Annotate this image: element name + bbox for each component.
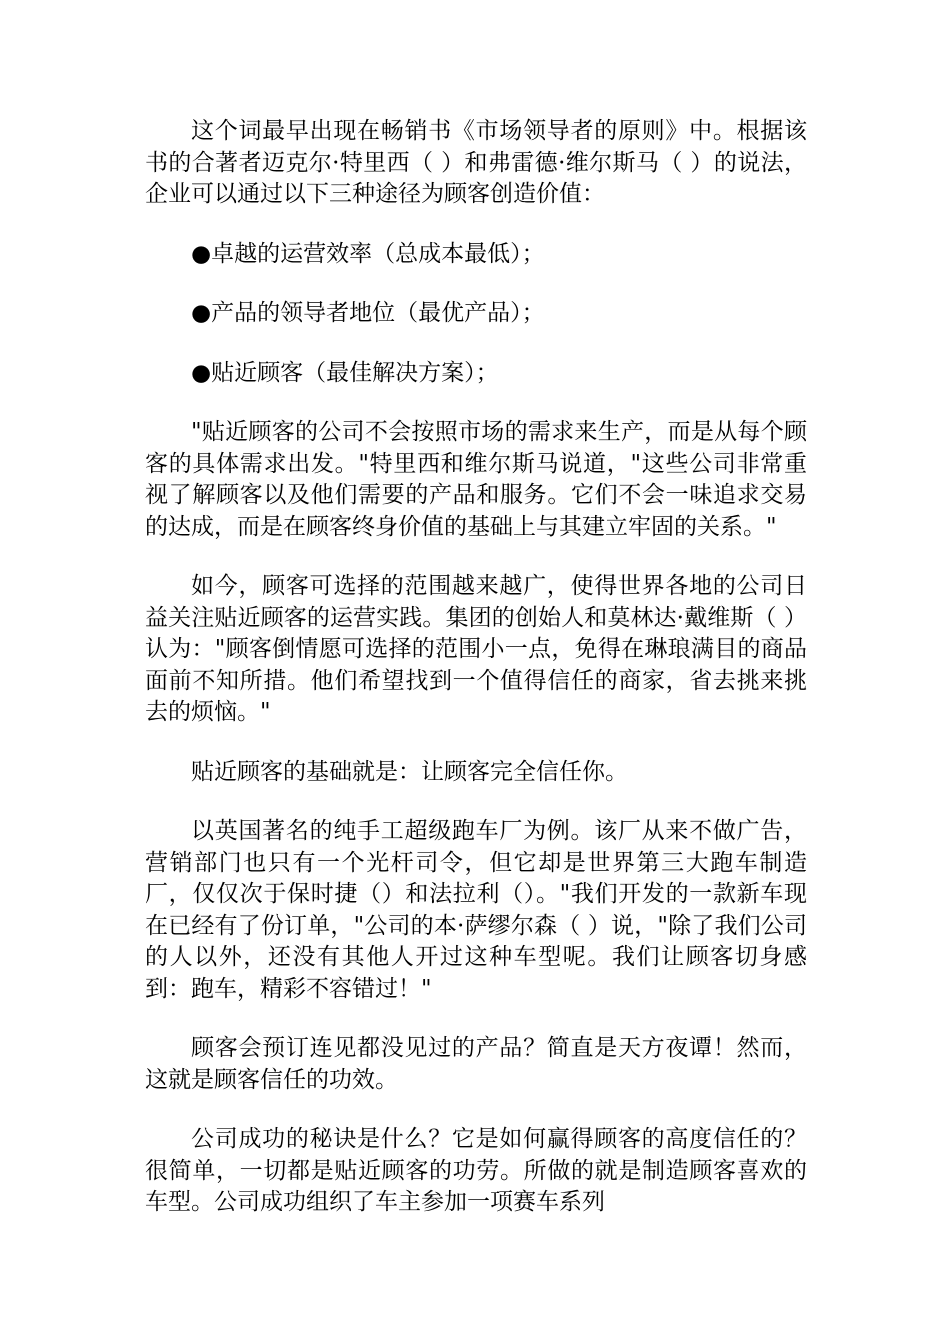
paragraph-intro: 这个词最早出现在畅销书《市场领导者的原则》中。根据该书的合著者迈克尔·特里西（ ）和弗雷德·维尔斯马（ ）的说法，企业可以通过以下三种途径为顾客创造价值： [145, 118, 807, 207]
paragraph-global-trend: 如今，顾客可选择的范围越来越广，使得世界各地的公司日益关注贴近顾客的运营实践。集团的创始人和莫林达·戴维斯（ ）认为："顾客倒情愿可选择的范围小一点，免得在琳琅满目的商品面前不知所措。他们希望找到一个值得信任的商家，省去挑来挑去的烦恼。" [145, 573, 807, 725]
bullet-icon: ● [191, 359, 212, 386]
bullet-item-label: 产品的领导者地位（最优产品）； [211, 300, 545, 326]
bullet-icon: ● [191, 300, 212, 326]
bullet-item-customer-intimacy [145, 358, 807, 390]
bullet-item-label: 卓越的运营效率（总成本最低）； [211, 240, 545, 267]
bullet-item-product-leadership [145, 298, 807, 330]
paragraph-trust-foundation: 贴近顾客的基础就是：让顾客完全信任你。 [191, 758, 628, 785]
paragraph-trust-effect: 顾客会预订连见都没见过的产品？简直是天方夜谭！然而，这就是顾客信任的功效。 [145, 1035, 807, 1093]
document-page [145, 116, 807, 1219]
bullet-icon: ● [191, 240, 212, 267]
paragraph-sports-car-example: 以英国著名的纯手工超级跑车厂为例。该厂从来不做广告，营销部门也只有一个光杆司令，但它却是世界第三大跑车制造厂，仅仅次于保时捷（）和法拉利（）。"我们开发的一款新车现在已经有了份订单，"公司的本·萨缪尔森（ ）说，"除了我们公司的人以外，还没有其他人开过这种车型呢。我们让顾客切身感到：跑车，精彩不容错过！" [145, 818, 807, 1002]
paragraph-quote-treacy-wiersema: "贴近顾客的公司不会按照市场的需求来生产，而是从每个顾客的具体需求出发。"特里西和维尔斯马说道，"这些公司非常重视了解顾客以及他们需要的产品和服务。它们不会一味追求交易的达成，而是在顾客终身价值的基础上与其建立牢固的关系。" [145, 419, 807, 540]
bullet-item-label: 贴近顾客（最佳解决方案）； [211, 359, 499, 386]
paragraph-success-secret: 公司成功的秘诀是什么？它是如何赢得顾客的高度信任的？很简单，一切都是贴近顾客的功劳。所做的就是制造顾客喜欢的车型。公司成功组织了车主参加一项赛车系列 [145, 1126, 807, 1215]
bullet-item-operational-excellence [145, 239, 807, 271]
